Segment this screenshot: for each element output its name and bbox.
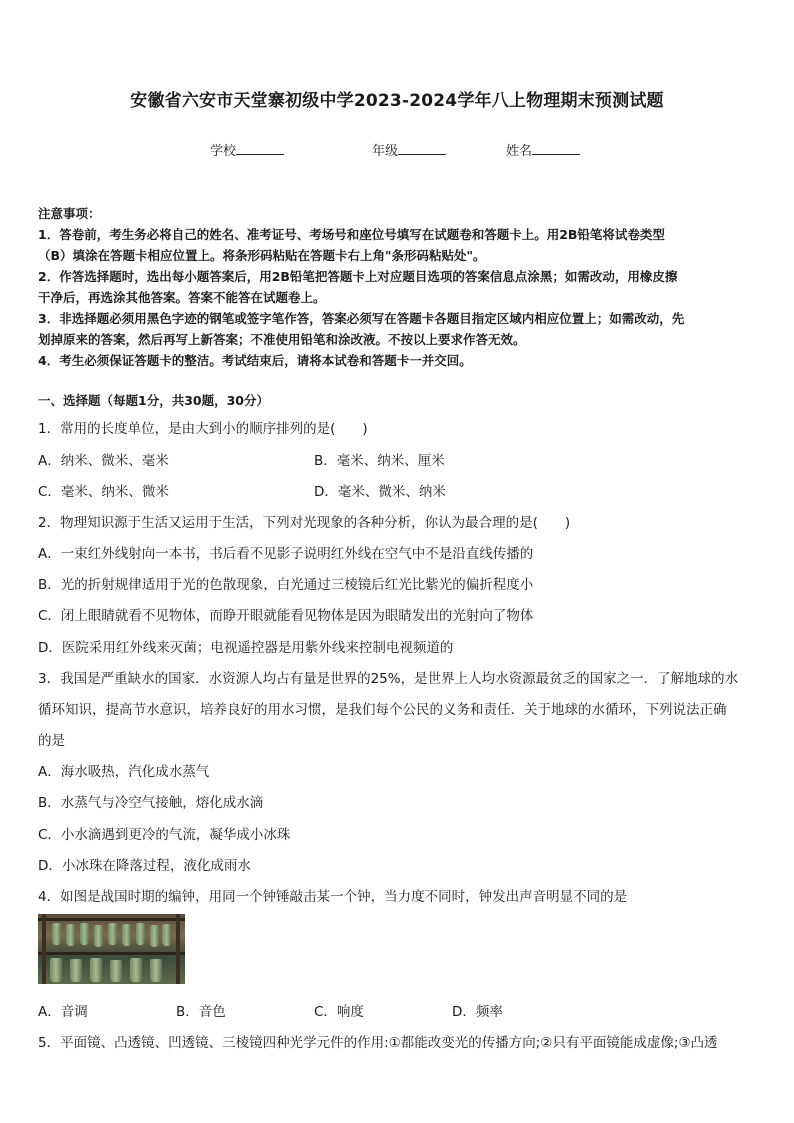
notice-line: 划掉原来的答案，然后再写上新答案；不准使用铅笔和涂改液。不按以上要求作答无效。 — [38, 332, 526, 347]
q4-option-a: A．音调 — [38, 1004, 88, 1020]
notice-line: 4．考生必须保证答题卡的整洁。考试结束后，请将本试卷和答题卡一并交回。 — [38, 353, 472, 368]
bianzhong-bells-image — [38, 914, 185, 984]
question-3-stem: 3．我国是严重缺水的国家．水资源人均占有量是世界的25%，是世界上人均水资源最贫乏的国家之一．了解地球的水 — [38, 671, 739, 687]
grade-label: 年级 — [372, 144, 399, 159]
q2-option-b: B．光的折射规律适用于光的色散现象，白光通过三棱镜后红光比紫光的偏折程度小 — [38, 577, 534, 593]
q1-option-b: B．毫米、纳米、厘米 — [314, 453, 445, 469]
q4-option-d: D．频率 — [452, 1004, 503, 1020]
notice-line: 2．作答选择题时，选出每小题答案后，用2B铅笔把答题卡上对应题目选项的答案信息点涂黑；如需改动，用橡皮擦 — [38, 269, 678, 284]
q3-option-a: A．海水吸热，汽化成水蒸气 — [38, 764, 210, 780]
q2-option-c: C．闭上眼睛就看不见物体，而睁开眼就能看见物体是因为眼睛发出的光射向了物体 — [38, 608, 534, 624]
question-5-stem: 5．平面镜、凸透镜、凹透镜、三棱镜四种光学元件的作用:①都能改变光的传播方向;②只有平面镜能成虚像;③凸透 — [38, 1035, 718, 1051]
notice-line: 干净后，再选涂其他答案。答案不能答在试题卷上。 — [38, 290, 326, 305]
question-4-stem: 4．如图是战国时期的编钟，用同一个钟锤敲击某一个钟，当力度不同时，钟发出声音明显不同的是 — [38, 889, 628, 905]
name-label: 姓名 — [506, 144, 533, 159]
name-field — [506, 140, 580, 159]
notice-heading: 注意事项： — [38, 206, 101, 221]
q3-option-d: D．小冰珠在降落过程，液化成雨水 — [38, 858, 251, 874]
name-blank[interactable] — [532, 142, 580, 155]
grade-blank[interactable] — [398, 142, 446, 155]
q2-option-a: A．一束红外线射向一本书，书后看不见影子说明红外线在空气中不是沿直线传播的 — [38, 546, 534, 562]
q4-option-c: C．响度 — [314, 1004, 364, 1020]
question-1-stem: 1．常用的长度单位，是由大到小的顺序排列的是( ) — [38, 421, 368, 437]
notice-line: 1．答卷前，考生务必将自己的姓名、准考证号、考场号和座位号填写在试题卷和答题卡上。用2B铅笔将试卷类型 — [38, 227, 665, 242]
school-label: 学校 — [210, 144, 237, 159]
q3-option-b: B．水蒸气与冷空气接触，熔化成水滴 — [38, 795, 264, 811]
q1-option-a: A．纳米、微米、毫米 — [38, 453, 169, 469]
grade-field — [372, 140, 446, 159]
question-3-stem-cont: 循环知识，提高节水意识，培养良好的用水习惯，是我们每个公民的义务和责任．关于地球的水循环，下列说法正确 — [38, 702, 727, 718]
school-blank[interactable] — [236, 142, 284, 155]
notice-line: 3．非选择题必须用黑色字迹的钢笔或签字笔作答，答案必须写在答题卡各题目指定区域内相应位置上；如需改动，先 — [38, 311, 685, 326]
section-heading: 一、选择题（每题1分，共30题，30分） — [38, 393, 269, 408]
q4-option-b: B．音色 — [176, 1004, 226, 1020]
q2-option-d: D．医院采用红外线来灭菌；电视遥控器是用紫外线来控制电视频道的 — [38, 640, 454, 656]
question-2-stem: 2．物理知识源于生活又运用于生活，下列对光现象的各种分析，你认为最合理的是( ) — [38, 515, 571, 531]
page-title: 安徽省六安市天堂寨初级中学2023-2024学年八上物理期末预测试题 — [130, 91, 664, 111]
q1-option-d: D．毫米、微米、纳米 — [314, 484, 446, 500]
q3-option-c: C．小水滴遇到更冷的气流，凝华成小冰珠 — [38, 827, 291, 843]
notice-line: （B）填涂在答题卡相应位置上。将条形码粘贴在答题卡右上角"条形码粘贴处"。 — [38, 248, 486, 263]
school-field — [210, 140, 284, 159]
q1-option-c: C．毫米、纳米、微米 — [38, 484, 169, 500]
question-3-stem-end: 的是 — [38, 733, 65, 749]
